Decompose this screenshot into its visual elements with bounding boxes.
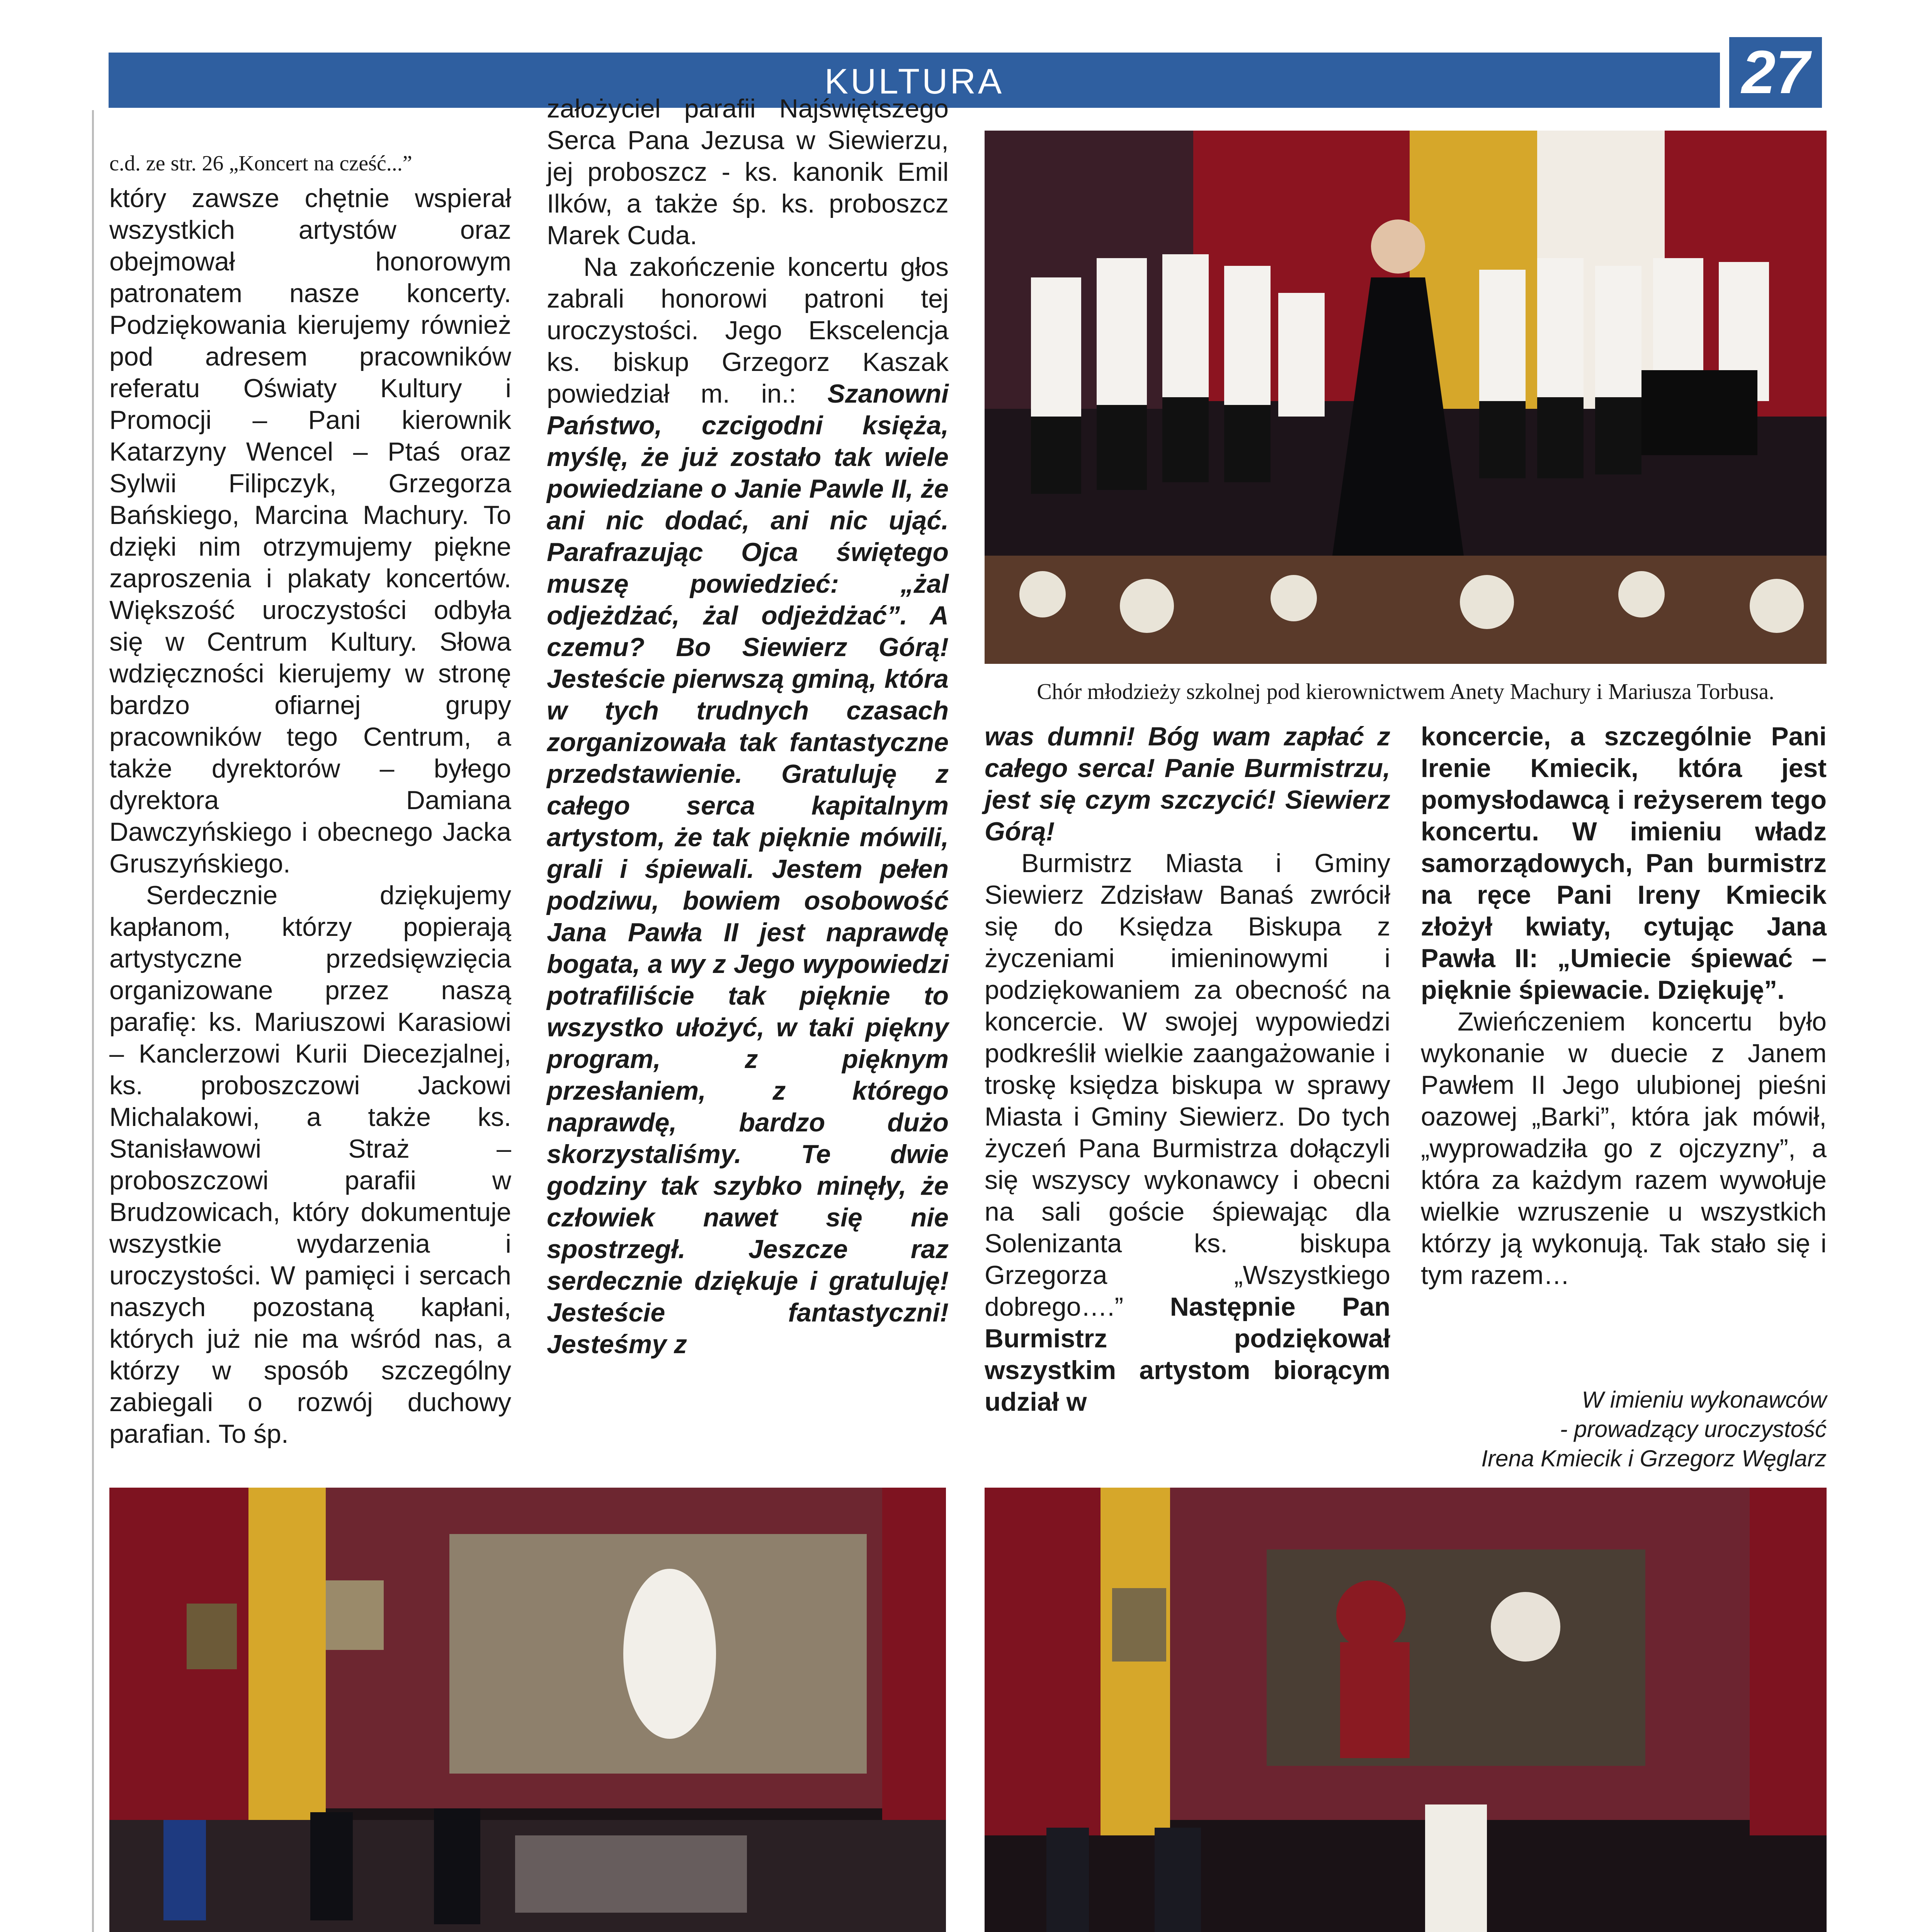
- photo-orchestra: [985, 1488, 1827, 1932]
- bishop-quote: Szanowni Państwo, czcigodni księża, myślę, że już zostało tak wiele powiedziane o Janie Pawle II, że ani nic dodać, ani nic ująć. Parafrazując Ojca świętego muszę powiedzieć: „żal odjeżdżać, żal odjeżdżać”. A czemu? Bo Siewierz Górą! Jesteście pierwszą gminą, która w tych trudnych czasach zorganizowała tak fantastyczne przedstawienie. Gratuluję z całego serca kapitalnym artystom, że tak pięknie mówili, grali i śpiewali. Jestem pełen podziwu, bowiem osobowość Jana Pawła II jest naprawdę bogata, a wy z Jego wypowiedzi potrafiliście tak pięknie to wszystko ułożyć, w taki piękny program, z pięknym przesłaniem, z którego naprawdę, bardzo dużo skorzystaliśmy. Te dwie godziny tak szybko minęły, że człowiek nawet się nie spostrzegł. Jeszcze raz serdecznie dziękuje i gratuluję! Jesteście fantastyczni! Jesteśmy z: [547, 379, 949, 1359]
- photo-choir: [985, 131, 1827, 664]
- article-column-1: [109, 182, 511, 1450]
- paragraph-bold: koncercie, a szczególnie Pani Irenie Kmiecik, która jest pomysłodawcą i reżyserem tego koncertu. W imieniu władz samorządowych, Pan burmistrz na ręce Pani Ireny Kmiecik złożył kwiaty, cytując Jana Pawła II: „Umiecie śpiewać – pięknie śpiewacie. Dziękuję”.: [1421, 722, 1827, 1005]
- paragraph-bold: Następnie Pan Burmistrz podziękował wszystkim artystom biorącym udział w: [985, 1292, 1390, 1417]
- article-column-2: [547, 93, 949, 1360]
- section-title: KULTURA: [824, 62, 1004, 101]
- photo-memories: [109, 1488, 946, 1932]
- paragraph: [985, 847, 1390, 1418]
- paragraph: Zwieńczeniem koncertu było wykonanie w duecie z Janem Pawłem II Jego ulubionej pieśni oazowej „Barki”, która jak mówił, „wyprowadziła go z ojczyzny”, a która za każdym razem wywołuje wielkie wzruszenie u wszystkich którzy ją wykonują. Tak stało się i tym razem…: [1421, 1007, 1827, 1290]
- page-number: 27: [1729, 37, 1822, 108]
- paragraph: [547, 251, 949, 1360]
- paragraph-text: Na zakończenie koncertu głos zabrali honorowi patroni tej uroczystości. Jego Ekscelencja ks. biskup Grzegorz Kaszak powiedział m. in.:: [547, 252, 949, 408]
- signature: [1352, 1385, 1827, 1473]
- signature-line: - prowadzący uroczystość: [1560, 1416, 1827, 1442]
- paragraph: Serdecznie dziękujemy kapłanom, którzy popierają artystyczne przedsięwzięcia organizowane przez naszą parafię: ks. Mariuszowi Karasiowi – Kanclerzowi Kurii Diecezjalnej, ks. proboszczowi Jackowi Michalakowi, a także ks. Stanisławowi Straż – proboszczowi parafii w Brudzowicach, który dokumentuje wszystkie wydarzenia i uroczystości. W pamięci i sercach naszych pozostaną kapłani, których już nie ma wśród nas, a którzy w sposób szczególny zabiegali o rozwój duchowy parafian. To śp.: [109, 881, 511, 1449]
- signature-line: Irena Kmiecik i Grzegorz Węglarz: [1481, 1446, 1827, 1471]
- signature-line: W imieniu wykonawców: [1582, 1387, 1827, 1413]
- article-column-4: [1421, 721, 1827, 1291]
- paragraph: założyciel parafii Najświętszego Serca Pana Jezusa w Siewierzu, jej proboszcz - ks. kanonik Emil Ilków, a także śp. ks. proboszcz Marek Cuda.: [547, 94, 949, 250]
- paragraph: który zawsze chętnie wspierał wszystkich artystów oraz obejmował honorowym patronatem nasze koncerty. Podziękowania kierujemy również pod adresem pracowników referatu Oświaty Kultury i Promocji – Pani kierownik Katarzyny Wencel – Ptaś oraz Sylwii Filipczyk, Grzegorza Bańskiego, Marcina Machury. To dzięki nim otrzymujemy piękne zaproszenia i plakaty koncertów. Większość uroczystości odbyła się w Centrum Kultury. Słowa wdzięczności kierujemy w stronę bardzo ofiarnej grupy pracowników tego Centrum, a także dyrektorów – byłego dyrektora Damiana Dawczyńskiego i obecnego Jacka Gruszyńskiego.: [109, 184, 511, 878]
- left-margin-rule: [92, 110, 94, 1932]
- caption-choir: Chór młodzieży szkolnej pod kierownictwem Anety Machury i Mariusza Torbusa.: [1037, 679, 1774, 704]
- bishop-quote-continued: was dumni! Bóg wam zapłać z całego serca! Panie Burmistrzu, jest się czym szczycić! Siewierz Górą!: [985, 722, 1390, 846]
- paragraph-text: Burmistrz Miasta i Gminy Siewierz Zdzisław Banaś zwrócił się do Księdza Biskupa z życzeniami imieninowymi i podziękowaniem za obecność na koncercie. W swojej wypowiedzi podkreślił wielkie zaangażowanie i troskę księdza biskupa w sprawy Miasta i Gminy Siewierz. Do tych życzeń Pana Burmistrza dołączyli się wszyscy wykonawcy i obecni na sali goście śpiewając dla Solenizanta ks. biskupa Grzegorza „Wszystkiego dobrego….”: [985, 849, 1390, 1321]
- article-column-3: [985, 721, 1390, 1418]
- continuation-note: c.d. ze str. 26 „Koncert na cześć...”: [109, 151, 412, 175]
